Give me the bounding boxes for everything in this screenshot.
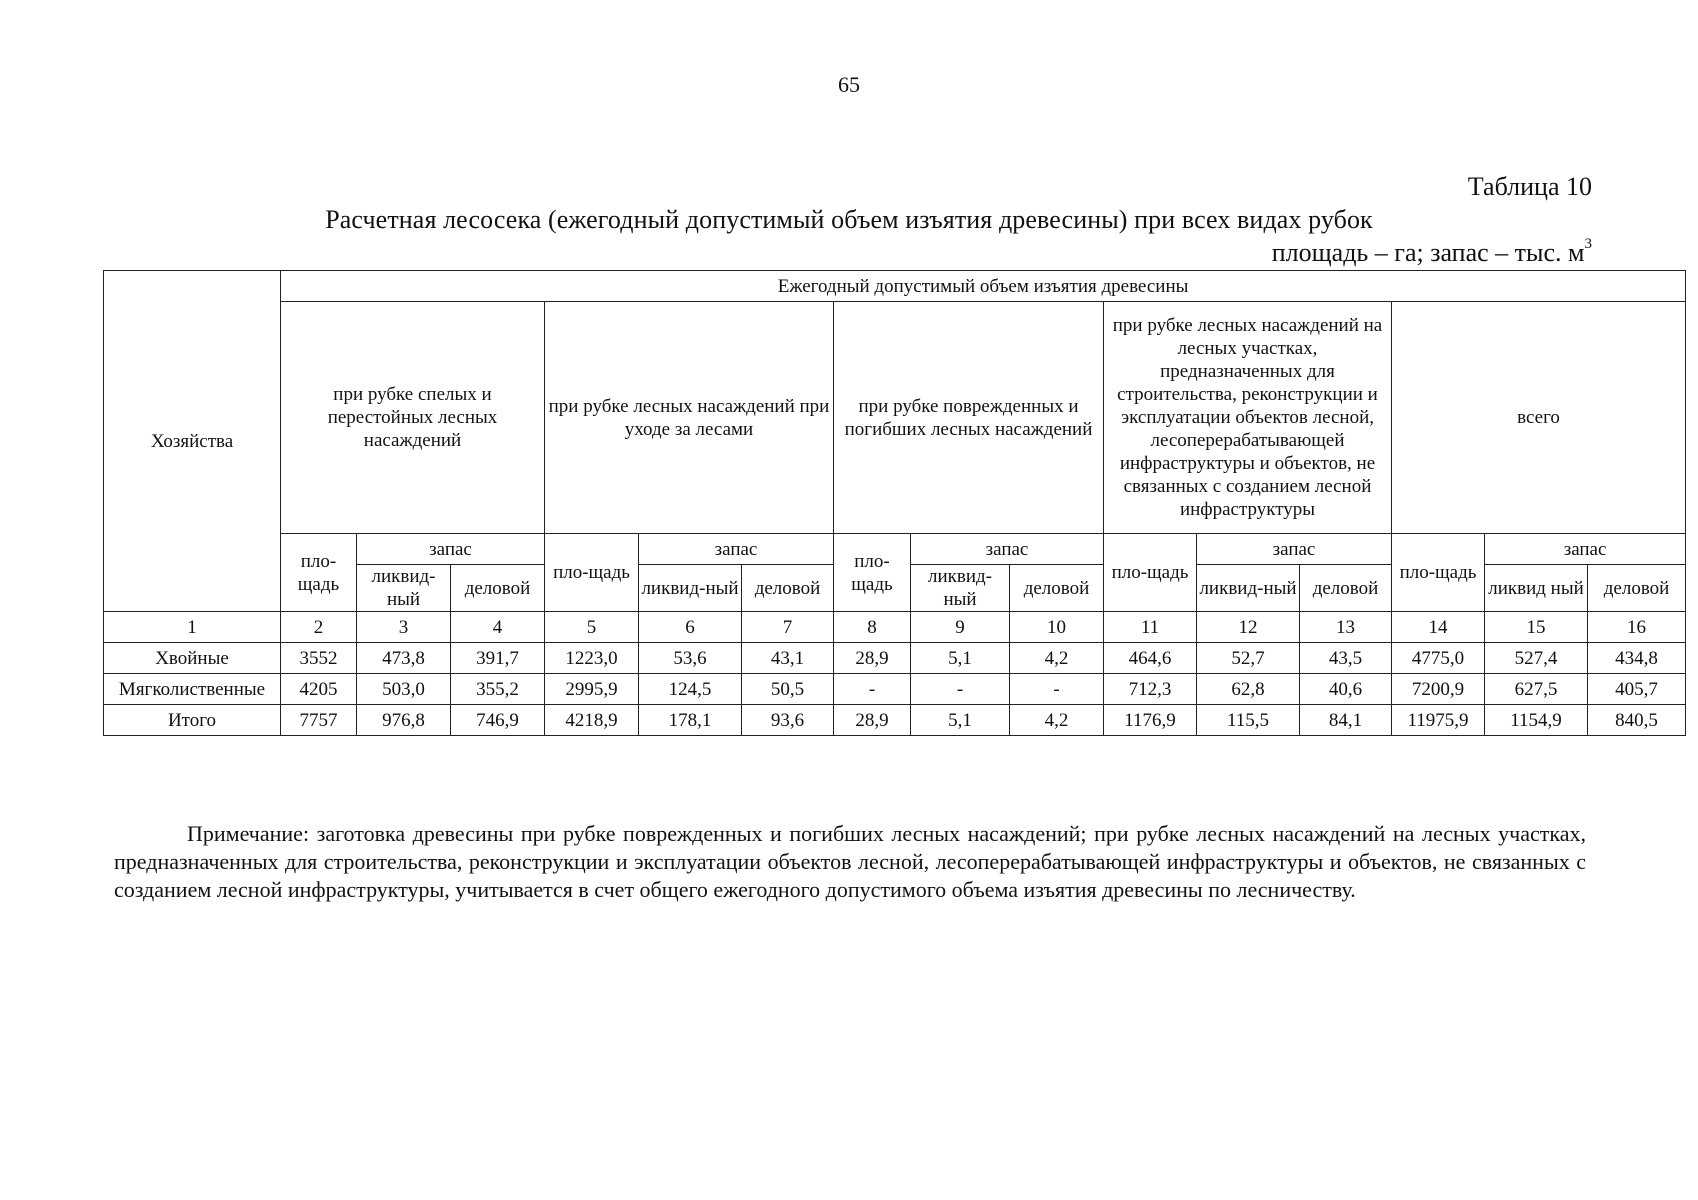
- data-cell: 124,5: [639, 674, 742, 705]
- data-cell: 178,1: [639, 705, 742, 736]
- header-row-groups: [104, 302, 1686, 534]
- group-header-cell: при рубке поврежденных и погибших лесных насаждений: [834, 302, 1104, 534]
- page-number: 65: [838, 72, 860, 97]
- row-name-cell: Мягколиственные: [104, 674, 281, 705]
- zapas-header-cell: запас: [639, 534, 834, 565]
- likvid-header-cell: ликвид-ный: [639, 565, 742, 612]
- data-cell: 50,5: [742, 674, 834, 705]
- likvid-header-cell: ликвид-ный: [357, 565, 451, 612]
- data-cell: 712,3: [1104, 674, 1197, 705]
- table-label: Таблица 10: [1467, 172, 1592, 201]
- data-cell: 405,7: [1588, 674, 1686, 705]
- header-row-top: [104, 271, 1686, 302]
- column-number-cell: 9: [911, 612, 1010, 643]
- column-number-cell: 4: [451, 612, 545, 643]
- data-cell: 3552: [281, 643, 357, 674]
- data-cell: 7200,9: [1392, 674, 1485, 705]
- column-number-cell: 16: [1588, 612, 1686, 643]
- data-cell: 28,9: [834, 705, 911, 736]
- data-cell: 4775,0: [1392, 643, 1485, 674]
- units-caption: [1272, 238, 1592, 268]
- header-row-zapas: [104, 534, 1686, 565]
- data-cell: -: [911, 674, 1010, 705]
- data-cell: 2995,9: [545, 674, 639, 705]
- column-number-cell: 3: [357, 612, 451, 643]
- column-number-cell: 6: [639, 612, 742, 643]
- table-row-khvoynye: [104, 643, 1686, 674]
- column-number-cell: 13: [1300, 612, 1392, 643]
- units-text: площадь – га; запас – тыс. м: [1271, 238, 1585, 267]
- group-header-cell: при рубке лесных насаждений на лесных участках, предназначенных для строительства, реконструкции и эксплуатации объектов лесной, лесоперерабатывающей инфраструктуры и объектов, не связанных с созданием лесной инфраструктуры: [1104, 302, 1392, 534]
- table-title: Расчетная лесосека (ежегодный допустимый объем изъятия древесины) при всех видах рубок: [325, 205, 1373, 234]
- likvid-header-cell: ликвид-ный: [1197, 565, 1300, 612]
- data-cell: 1154,9: [1485, 705, 1588, 736]
- column-number-cell: 5: [545, 612, 639, 643]
- delovoy-header-cell: деловой: [1300, 565, 1392, 612]
- delovoy-header-cell: деловой: [1588, 565, 1686, 612]
- data-cell: 5,1: [911, 705, 1010, 736]
- column-number-cell: 10: [1010, 612, 1104, 643]
- group-header-cell: при рубке спелых и перестойных лесных насаждений: [281, 302, 545, 534]
- area-header-cell: пло-щадь: [834, 534, 911, 612]
- likvid-header-cell: ликвид-ный: [911, 565, 1010, 612]
- table-row-myagkolistvennye: [104, 674, 1686, 705]
- row-name-cell: Хвойные: [104, 643, 281, 674]
- data-cell: 473,8: [357, 643, 451, 674]
- column-number-cell: 2: [281, 612, 357, 643]
- column-number-cell: 14: [1392, 612, 1485, 643]
- data-cell: 746,9: [451, 705, 545, 736]
- zapas-header-cell: запас: [1485, 534, 1686, 565]
- column-number-cell: 12: [1197, 612, 1300, 643]
- data-cell: 11975,9: [1392, 705, 1485, 736]
- data-cell: 1223,0: [545, 643, 639, 674]
- data-cell: 5,1: [911, 643, 1010, 674]
- data-cell: 43,5: [1300, 643, 1392, 674]
- data-cell: 43,1: [742, 643, 834, 674]
- data-cell: 355,2: [451, 674, 545, 705]
- data-cell: 391,7: [451, 643, 545, 674]
- zapas-header-cell: запас: [357, 534, 545, 565]
- area-header-cell: пло-щадь: [281, 534, 357, 612]
- data-cell: 52,7: [1197, 643, 1300, 674]
- data-cell: 527,4: [1485, 643, 1588, 674]
- data-cell: 976,8: [357, 705, 451, 736]
- data-cell: 4,2: [1010, 705, 1104, 736]
- column-number-cell: 1: [104, 612, 281, 643]
- data-cell: 4205: [281, 674, 357, 705]
- top-header-cell: Ежегодный допустимый объем изъятия древесины: [281, 271, 1686, 302]
- delovoy-header-cell: деловой: [1010, 565, 1104, 612]
- data-cell: 503,0: [357, 674, 451, 705]
- data-cell: 84,1: [1300, 705, 1392, 736]
- data-cell: 93,6: [742, 705, 834, 736]
- units-superscript: 3: [1584, 236, 1592, 252]
- table-note: Примечание: заготовка древесины при рубке поврежденных и погибших лесных насаждений; при рубке лесных насаждений на лесных участках, предназначенных для строительства, реконструкции и эксплуатации объектов лесной, лесоперерабатывающей инфраструктуры и объектов, не связанных с созданием лесной инфраструктуры, учитывается в счет общего ежегодного допустимого объема изъятия древесины по лесничеству.: [114, 821, 1586, 902]
- area-header-cell: пло-щадь: [1392, 534, 1485, 612]
- group-header-cell: всего: [1392, 302, 1686, 534]
- row-header-cell: Хозяйства: [104, 271, 281, 612]
- data-cell: 7757: [281, 705, 357, 736]
- data-cell: 115,5: [1197, 705, 1300, 736]
- data-cell: 53,6: [639, 643, 742, 674]
- data-cell: 62,8: [1197, 674, 1300, 705]
- area-header-cell: пло-щадь: [545, 534, 639, 612]
- data-cell: 627,5: [1485, 674, 1588, 705]
- delovoy-header-cell: деловой: [742, 565, 834, 612]
- data-cell: 4218,9: [545, 705, 639, 736]
- data-cell: 464,6: [1104, 643, 1197, 674]
- column-number-cell: 7: [742, 612, 834, 643]
- zapas-header-cell: запас: [911, 534, 1104, 565]
- data-cell: -: [1010, 674, 1104, 705]
- zapas-header-cell: запас: [1197, 534, 1392, 565]
- data-cell: -: [834, 674, 911, 705]
- column-number-cell: 8: [834, 612, 911, 643]
- forest-harvest-table: [103, 270, 1686, 736]
- table-row-itogo: [104, 705, 1686, 736]
- likvid-header-cell: ликвид ный: [1485, 565, 1588, 612]
- column-number-cell: 11: [1104, 612, 1197, 643]
- data-cell: 840,5: [1588, 705, 1686, 736]
- group-header-cell: при рубке лесных насаждений при уходе за лесами: [545, 302, 834, 534]
- data-cell: 434,8: [1588, 643, 1686, 674]
- area-header-cell: пло-щадь: [1104, 534, 1197, 612]
- data-cell: 1176,9: [1104, 705, 1197, 736]
- row-name-cell: Итого: [104, 705, 281, 736]
- data-cell: 40,6: [1300, 674, 1392, 705]
- delovoy-header-cell: деловой: [451, 565, 545, 612]
- column-number-cell: 15: [1485, 612, 1588, 643]
- data-cell: 28,9: [834, 643, 911, 674]
- data-cell: 4,2: [1010, 643, 1104, 674]
- column-number-row: [104, 612, 1686, 643]
